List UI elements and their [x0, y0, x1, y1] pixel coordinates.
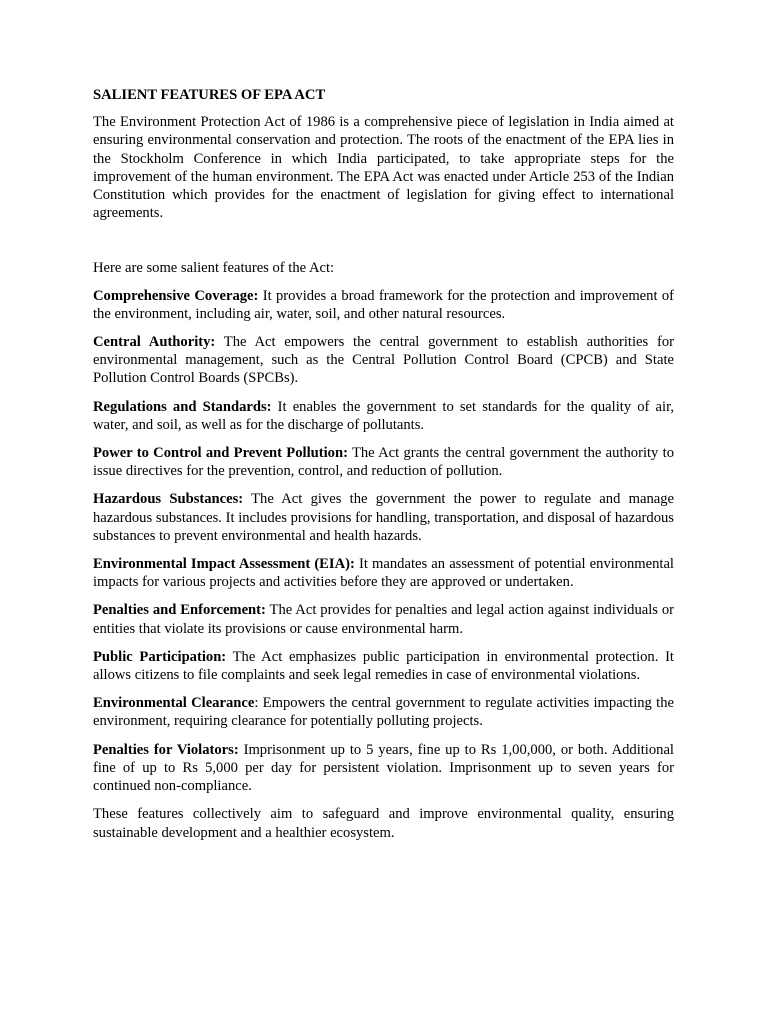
feature-regulations-standards: [93, 398, 674, 434]
feature-text: It mandates an assessment of potential environmental impacts for various projects and activities before they are approved or undertaken.: [93, 556, 674, 591]
feature-term: Central Authority:: [93, 334, 216, 351]
feature-text: It provides a broad framework for the protection and improvement of the environment, including air, water, soil, and other natural resources.: [93, 287, 674, 322]
feature-text: The Act gives the government the power to regulate and manage hazardous substances. It includes provisions for handling, transportation, and disposal of hazardous substances to prevent environmental and health hazards.: [93, 491, 674, 544]
feature-term: Regulations and Standards:: [93, 398, 272, 415]
feature-environmental-clearance: [93, 694, 674, 730]
feature-text: The Act grants the central government the authority to issue directives for the prevention, control, and reduction of pollution.: [93, 445, 674, 480]
conclusion-paragraph: These features collectively aim to safeguard and improve environmental quality, ensuring sustainable development and a healthier ecosystem.: [93, 806, 674, 841]
document-title: SALIENT FEATURES OF EPA ACT: [93, 87, 326, 103]
feature-penalties-violators: [93, 741, 674, 796]
feature-term: Public Participation:: [93, 648, 227, 665]
feature-term: Penalties and Enforcement:: [93, 602, 266, 619]
feature-hazardous-substances: [93, 490, 674, 545]
feature-text: The Act empowers the central government to establish authorities for environmental management, such as the Central Pollution Control Board (CPCB) and State Pollution Control Boards (SPCBs).: [93, 334, 674, 387]
feature-text: It enables the government to set standards for the quality of air, water, and soil, as well as for the discharge of pollutants.: [93, 398, 674, 433]
feature-public-participation: [93, 648, 674, 684]
feature-text: The Act emphasizes public participation in environmental protection. It allows citizens to file complaints and seek legal remedies in case of environmental violations.: [93, 648, 674, 684]
feature-term: Hazardous Substances:: [93, 491, 244, 508]
features-lead: Here are some salient features of the Act:: [93, 260, 335, 277]
feature-term: Power to Control and Prevent Pollution:: [93, 445, 348, 462]
feature-term: Penalties for Violators:: [93, 741, 239, 758]
feature-term: Environmental Impact Assessment (EIA):: [93, 556, 355, 573]
feature-eia: [93, 555, 674, 591]
feature-text: : Empowers the central government to regulate activities impacting the environment, requiring clearance for potentially polluting projects.: [93, 695, 674, 730]
feature-text: The Act provides for penalties and legal action against individuals or entities that violate its provisions or cause environmental harm.: [93, 602, 675, 637]
feature-term: Comprehensive Coverage:: [93, 287, 259, 304]
feature-control-pollution: [93, 444, 674, 480]
feature-comprehensive-coverage: [93, 287, 674, 323]
intro-paragraph: The Environment Protection Act of 1986 is a comprehensive piece of legislation in India aimed at ensuring environmental conservation and protection. The roots of the enactment of the EPA lies in the Stockholm Conference in which India participated, to take appropriate steps for the improvement of the human environment. The EPA Act was enacted under Article 253 of the Indian Constitution which provides for the enactment of legislation for giving effect to international agreements.: [93, 114, 674, 222]
feature-term: Environmental Clearance: [93, 695, 255, 712]
feature-penalties-enforcement: [93, 601, 674, 637]
feature-central-authority: [93, 333, 674, 388]
feature-text: Imprisonment up to 5 years, fine up to Rs 1,00,000, or both. Additional fine of up to Rs 5,000 per day for persistent violation. Imprisonment up to seven years for continued non-compliance.: [93, 741, 674, 795]
